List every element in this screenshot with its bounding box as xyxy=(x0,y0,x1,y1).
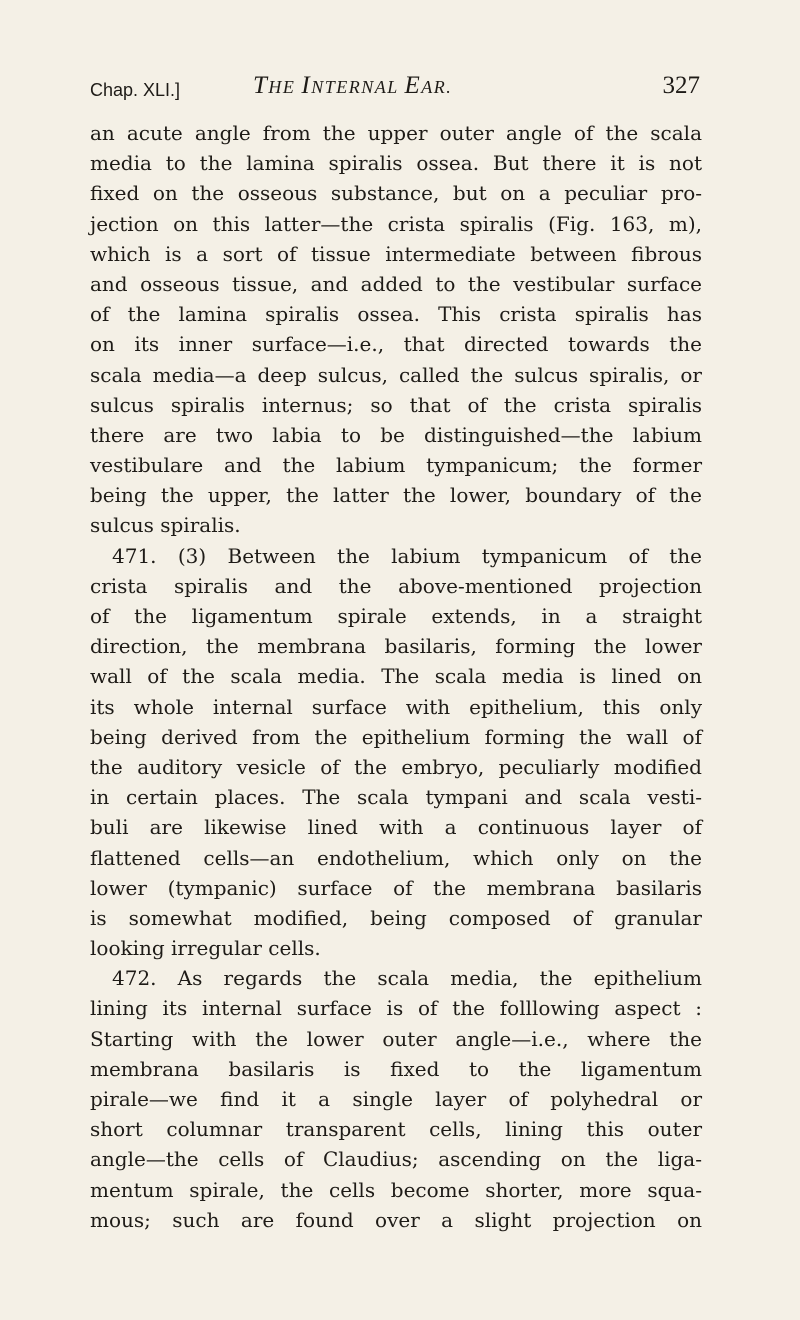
running-title-initial-t: T xyxy=(253,72,269,99)
text-line: buli are likewise lined with a continuous layer of xyxy=(90,815,702,840)
text-line: of the lamina spiralis ossea. This crista spiralis has xyxy=(90,302,702,327)
text-line: lining its internal surface is of the folllowing aspect : xyxy=(90,996,702,1021)
text-line: angle—the cells of Claudius; ascending on the liga- xyxy=(90,1147,702,1172)
text-line: of the ligamentum spirale extends, in a straight xyxy=(90,604,702,628)
text-line: pirale—we find it a single layer of polyhedral or xyxy=(90,1087,702,1111)
text-line: media to the lamina spiralis ossea. But there it is not xyxy=(90,151,702,176)
text-line: wall of the scala media. The scala media is lined on xyxy=(90,664,702,689)
text-line: is somewhat modified, being composed of granular xyxy=(90,905,702,930)
text-line: jection on this latter—the crista spiralis (Fig. 163, m), xyxy=(90,211,702,236)
text-line: direction, the membrana basilaris, forming the lower xyxy=(90,634,702,659)
running-title-part-1: HE xyxy=(268,77,302,97)
text-line: crista spiralis and the above-mentioned projection xyxy=(90,573,702,598)
text-line: looking irregular cells. xyxy=(90,936,321,961)
running-title-initial-e: E xyxy=(404,72,422,99)
running-title-part-3: AR. xyxy=(421,77,453,97)
text-line: there are two labia to be distinguished—the labium xyxy=(90,422,702,447)
chapter-reference: Chap. XLI.] xyxy=(90,80,181,100)
paragraph-471-start: 471. (3) Between the labium tympanicum of the xyxy=(112,543,702,568)
body-text xyxy=(90,118,702,1235)
text-line: flattened cells—an endothelium, which only on the xyxy=(90,845,702,870)
page-number: 327 xyxy=(662,72,700,99)
text-line: mous; such are found over a slight projection on xyxy=(90,1207,702,1232)
text-line: in certain places. The scala tympani and scala vesti- xyxy=(90,785,702,810)
text-line: fixed on the osseous substance, but on a peculiar pro- xyxy=(90,181,702,206)
text-line: vestibulare and the labium tympanicum; the former xyxy=(90,453,702,478)
text-line: on its inner surface—i.e., that directed towards the xyxy=(90,332,702,357)
running-header xyxy=(90,72,700,108)
text-line: sulcus spiralis internus; so that of the crista spiralis xyxy=(90,392,702,417)
text-line: scala media—a deep sulcus, called the sulcus spiralis, or xyxy=(90,362,702,387)
text-line: being the upper, the latter the lower, boundary of the xyxy=(90,483,702,508)
running-title xyxy=(253,72,452,100)
text-line: an acute angle from the upper outer angle of the scala xyxy=(90,121,702,145)
text-line: sulcus spiralis. xyxy=(90,513,241,538)
running-title-initial-i: I xyxy=(301,72,312,99)
text-line: mentum spirale, the cells become shorter, more squa- xyxy=(90,1177,702,1202)
text-line: the auditory vesicle of the embryo, peculiarly modified xyxy=(90,754,702,779)
text-line: lower (tympanic) surface of the membrana basilaris xyxy=(90,875,702,900)
text-line: being derived from the epithelium forming the wall of xyxy=(90,724,702,749)
text-line: Starting with the lower outer angle—i.e., where the xyxy=(90,1026,702,1051)
paragraph-472-start: 472. As regards the scala media, the epithelium xyxy=(112,966,702,991)
running-title-part-2: NTERNAL xyxy=(311,77,405,97)
text-line: membrana basilaris is fixed to the ligamentum xyxy=(90,1056,702,1081)
text-line: and osseous tissue, and added to the vestibular surface xyxy=(90,271,702,296)
text-line: its whole internal surface with epithelium, this only xyxy=(90,694,702,719)
text-line: which is a sort of tissue intermediate between fibrous xyxy=(90,241,702,266)
text-line: short columnar transparent cells, lining this outer xyxy=(90,1117,702,1142)
